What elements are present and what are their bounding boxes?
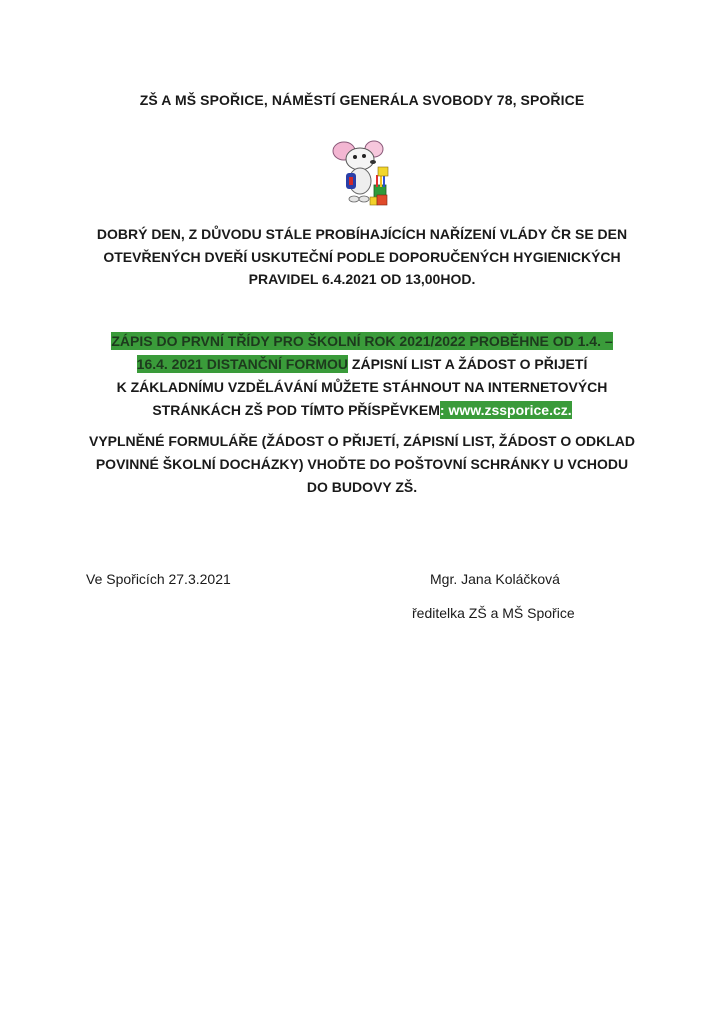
forms-line: VYPLNĚNÉ FORMULÁŘE (ŽÁDOST O PŘIJETÍ, ZÁPISNÍ LIST, ŽÁDOST O ODKLAD	[88, 433, 636, 449]
intro-paragraph	[70, 223, 654, 291]
intro-line: PRAVIDEL 6.4.2021 OD 13,00HOD.	[248, 271, 476, 287]
highlighted-text: 16.4. 2021 DISTANČNÍ FORMOU	[136, 356, 349, 372]
forms-paragraph	[62, 430, 662, 499]
enrollment-line	[62, 399, 662, 422]
enrollment-text: ZÁPISNÍ LIST A ŽÁDOST O PŘIJETÍ	[348, 356, 588, 372]
highlighted-text: ZÁPIS DO PRVNÍ TŘÍDY PRO ŠKOLNÍ ROK 2021/2022 PROBĚHNE OD 1.4. –	[111, 333, 613, 349]
enrollment-line	[62, 353, 662, 376]
forms-line: DO BUDOVY ZŠ.	[306, 479, 418, 495]
mouse-with-pencils-icon	[330, 137, 394, 209]
enrollment-paragraph	[62, 330, 662, 422]
school-header: ZŠ A MŠ SPOŘICE, NÁMĚSTÍ GENERÁLA SVOBODY 78, SPOŘICE	[139, 92, 585, 108]
enrollment-text: STRÁNKÁCH ZŠ POD TÍMTO PŘÍSPĚVKEM	[152, 402, 440, 418]
intro-line: OTEVŘENÝCH DVEŘÍ USKUTEČNÍ PODLE DOPORUČENÝCH HYGIENICKÝCH	[103, 248, 621, 265]
intro-line: DOBRÝ DEN, Z DŮVODU STÁLE PROBÍHAJÍCÍCH NAŘÍZENÍ VLÁDY ČR SE DEN	[96, 226, 628, 242]
signatory-role: ředitelka ZŠ a MŠ Spořice	[412, 605, 575, 621]
forms-line: POVINNÉ ŠKOLNÍ DOCHÁZKY) VHOĎTE DO POŠTOVNÍ SCHRÁNKY U VCHODU	[95, 456, 629, 472]
signatory-name: Mgr. Jana Koláčková	[430, 571, 560, 587]
place-date: Ve Spořicích 27.3.2021	[86, 571, 231, 587]
enrollment-line	[62, 330, 662, 353]
website-link[interactable]: : www.zssporice.cz.	[439, 402, 572, 418]
enrollment-line: K ZÁKLADNÍMU VZDĚLÁVÁNÍ MŮŽETE STÁHNOUT NA INTERNETOVÝCH	[116, 379, 608, 395]
